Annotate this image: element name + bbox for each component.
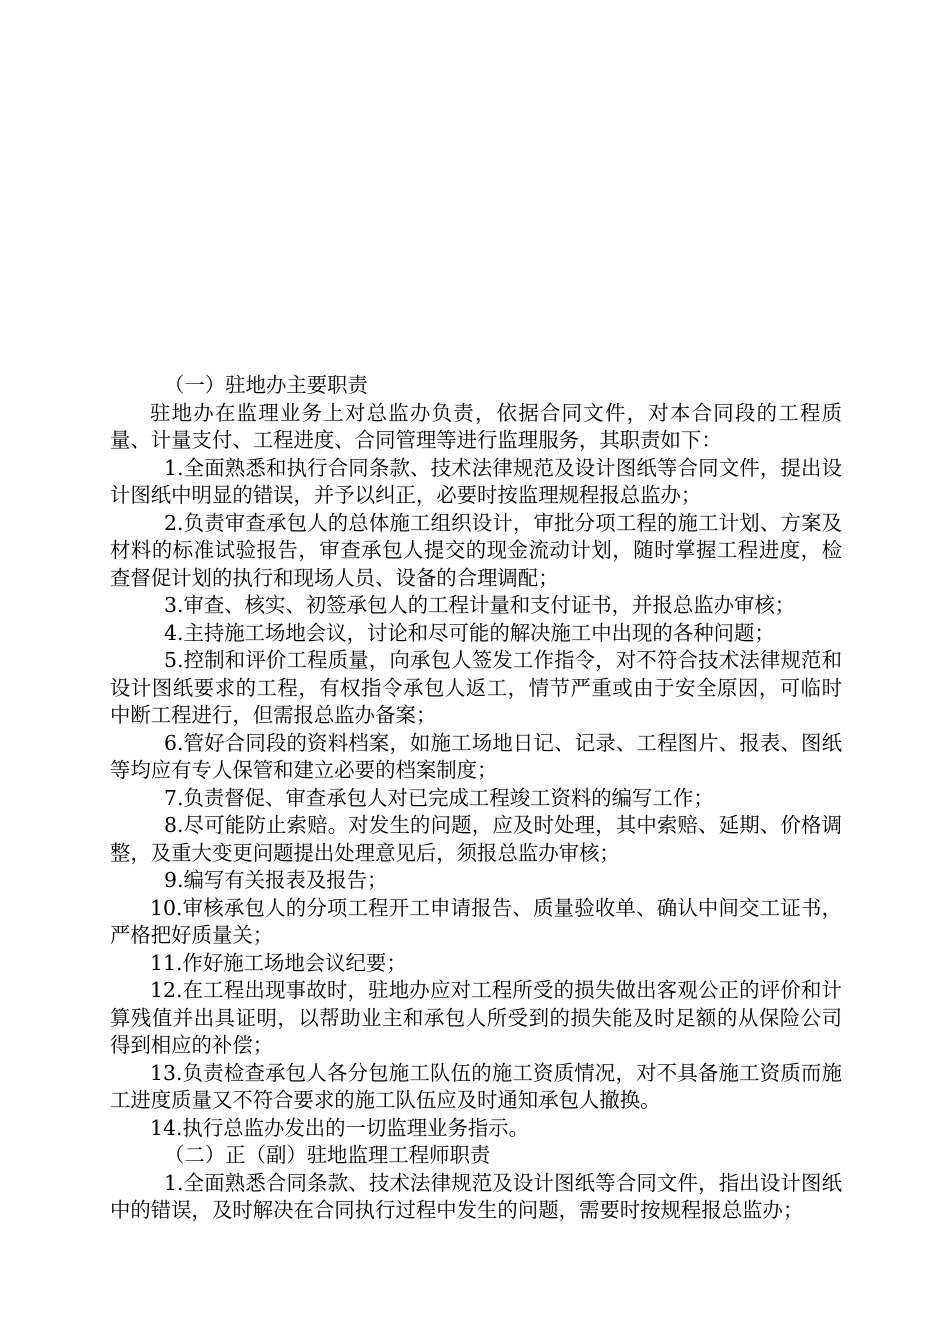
section-heading-2: （二）正（副）驻地监理工程师职责 [164,1143,491,1167]
duty-item-7: 7.负责督促、审查承包人对已完成工程竣工资料的编写工作； [164,785,714,810]
duty-item-14: 14.执行总监办发出的一切监理业务指示。 [150,1115,530,1140]
duty-item-11: 11.作好施工场地会议纪要； [150,950,407,975]
duty-item-8: 8.尽可能防止索赔。对发生的问题，应及时处理，其中索赔、延期、价格调整，及重大变更问题提出处理意见后，须报总监办审核； [110,813,842,865]
section-heading-1: （一）驻地办主要职责 [164,373,368,397]
duty-item-12: 12.在工程出现事故时，驻地办应对工程所受的损失做出客观公正的评价和计算残值并出具证明，以帮助业主和承包人所受到的损失能及时足额的从保险公司得到相应的补偿； [110,978,842,1057]
document-body [110,372,842,1225]
duty-item-13: 13.负责检查承包人各分包施工队伍的施工资质情况，对不具备施工资质而施工进度质量又不符合要求的施工队伍应及时通知承包人撤换。 [110,1060,842,1112]
duty-item-4: 4.主持施工场地会议，讨论和尽可能的解决施工中出现的各种问题； [164,620,775,645]
duty-item-5: 5.控制和评价工程质量，向承包人签发工作指令，对不符合技术法律规范和设计图纸要求的工程，有权指令承包人返工，情节严重或由于安全原因，可临时中断工程进行，但需报总监办备案； [110,648,842,727]
duty-item-10: 10.审核承包人的分项工程开工申请报告、质量验收单、确认中间交工证书，严格把好质量关； [110,895,842,947]
duty-item-2: 2.负责审查承包人的总体施工组织设计，审批分项工程的施工计划、方案及材料的标准试验报告，审查承包人提交的现金流动计划，随时掌握工程进度，检查督促计划的执行和现场人员、设备的合理调配； [110,510,842,590]
section-intro: 驻地办在监理业务上对总监办负责，依据合同文件，对本合同段的工程质量、计量支付、工程进度、合同管理等进行监理服务，其职责如下： [110,400,842,452]
engineer-duty-item-1: 1.全面熟悉合同条款、技术法律规范及设计图纸等合同文件，指出设计图纸中的错误，及时解决在合同执行过程中发生的问题，需要时按规程报总监办； [110,1170,842,1222]
duty-item-6: 6.管好合同段的资料档案，如施工场地日记、记录、工程图片、报表、图纸等均应有专人保管和建立必要的档案制度； [110,730,842,782]
duty-item-3: 3.审查、核实、初签承包人的工程计量和支付证书，并报总监办审核； [164,593,796,617]
duty-item-9: 9.编写有关报表及报告； [164,868,388,892]
duty-item-1: 1.全面熟悉和执行合同条款、技术法律规范及设计图纸等合同文件，提出设计图纸中明显的错误，并予以纠正，必要时按监理规程报总监办； [110,455,842,507]
